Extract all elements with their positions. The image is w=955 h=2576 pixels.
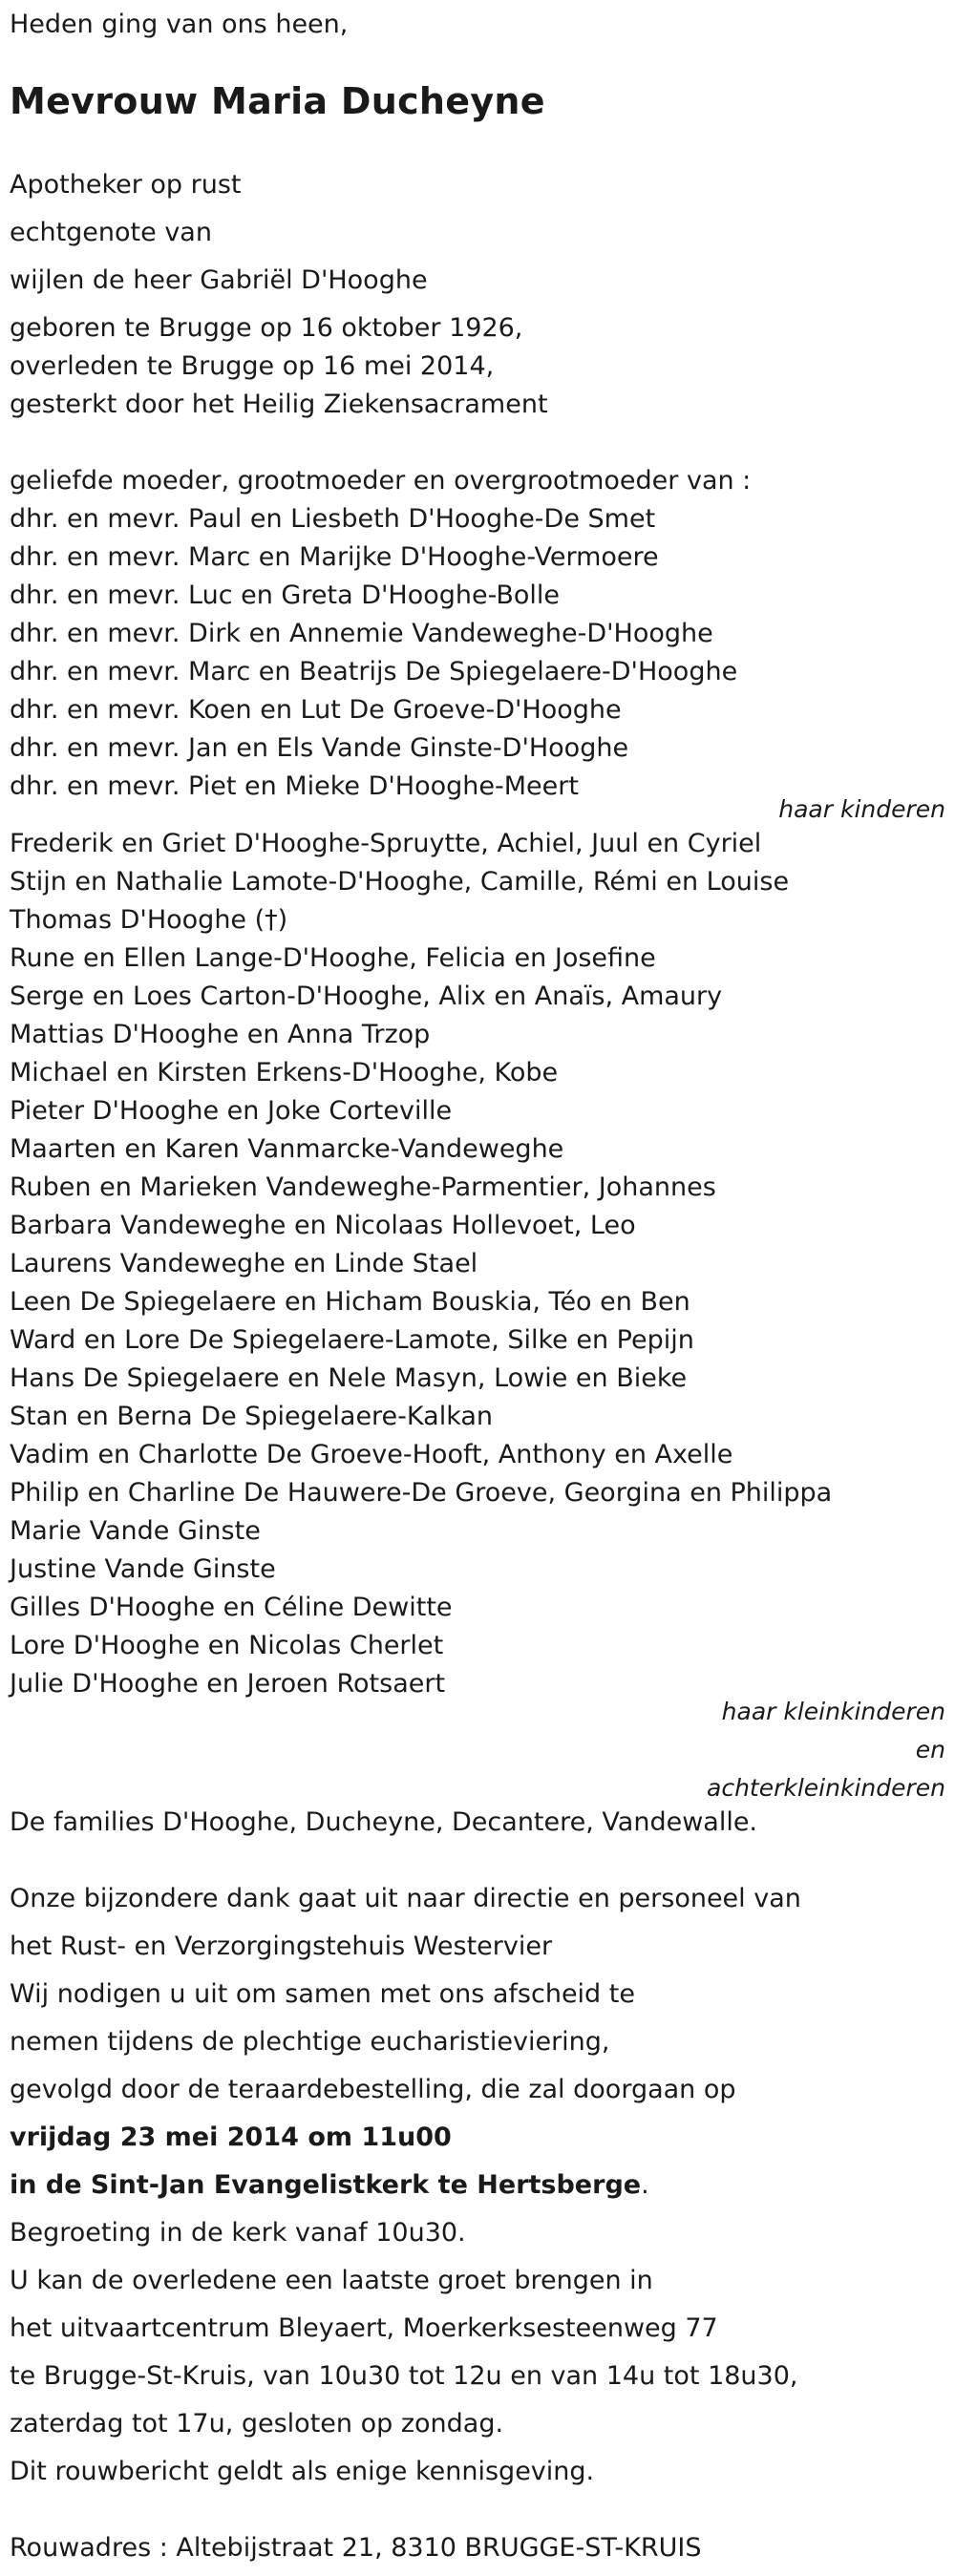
thanks-line: het Rust- en Verzorgingstehuis Westervier bbox=[10, 1932, 553, 1961]
closing-line: te Brugge-St-Kruis, van 10u30 tot 12u en van 14u tot 18u30, bbox=[10, 2361, 798, 2391]
grandchild-line: Michael en Kirsten Erkens-D'Hooghe, Kobe bbox=[10, 1058, 559, 1087]
grandchild-line: Stan en Berna De Spiegelaere-Kalkan bbox=[10, 1402, 494, 1431]
grandchild-line: Stijn en Nathalie Lamote-D'Hooghe, Camille, Rémi en Louise bbox=[10, 867, 790, 897]
grandchild-line: Pieter D'Hooghe en Joke Corteville bbox=[10, 1096, 453, 1126]
grandchild-line: Philip en Charline De Hauwere-De Groeve, Georgina en Philippa bbox=[10, 1478, 833, 1508]
child-line: dhr. en mevr. Marc en Marijke D'Hooghe-Vermoere bbox=[10, 542, 659, 572]
closing-line: Begroeting in de kerk vanaf 10u30. bbox=[10, 2218, 466, 2248]
thanks-line: Wij nodigen u uit om samen met ons afscheid te bbox=[10, 1979, 635, 2009]
grandchild-line: Lore D'Hooghe en Nicolas Cherlet bbox=[10, 1631, 444, 1660]
grandchild-line: Leen De Spiegelaere en Hicham Bouskia, Téo en Ben bbox=[10, 1287, 690, 1317]
thanks-line: gevolgd door de teraardebestelling, die zal doorgaan op bbox=[10, 2075, 736, 2104]
child-line: dhr. en mevr. Luc en Greta D'Hooghe-Bolle bbox=[10, 581, 561, 610]
address-line: Rouwadres : Altebijstraat 21, 8310 BRUGGE-ST-KRUIS bbox=[10, 2533, 702, 2563]
bio-line: Apotheker op rust bbox=[10, 170, 242, 200]
grandchild-line: Serge en Loes Carton-D'Hooghe, Alix en Anaïs, Amaury bbox=[10, 982, 723, 1011]
thanks-line: nemen tijdens de plechtige eucharistieviering, bbox=[10, 2027, 610, 2057]
child-line: dhr. en mevr. Paul en Liesbeth D'Hooghe-De Smet bbox=[10, 504, 656, 534]
deceased-name: Mevrouw Maria Ducheyne bbox=[10, 80, 545, 122]
grandchild-line: Hans De Spiegelaere en Nele Masyn, Lowie en Bieke bbox=[10, 1363, 688, 1393]
grandchild-line: Gilles D'Hooghe en Céline Dewitte bbox=[10, 1593, 453, 1622]
child-line: dhr. en mevr. Jan en Els Vande Ginste-D'Hooghe bbox=[10, 733, 629, 763]
child-line: dhr. en mevr. Marc en Beatrijs De Spiegelaere-D'Hooghe bbox=[10, 657, 738, 686]
bio-line: geboren te Brugge op 16 oktober 1926, bbox=[10, 313, 523, 343]
grandchild-line: Justine Vande Ginste bbox=[10, 1554, 276, 1584]
bio-line: echtgenote van bbox=[10, 218, 212, 247]
child-line: dhr. en mevr. Dirk en Annemie Vandeweghe-D'Hooghe bbox=[10, 619, 713, 648]
families-line: De families D'Hooghe, Ducheyne, Decantere, Vandewalle. bbox=[10, 1807, 758, 1837]
children-label: haar kinderen bbox=[778, 795, 945, 823]
closing-line: Dit rouwbericht geldt als enige kennisgeving. bbox=[10, 2457, 595, 2486]
grandchildren-label: en bbox=[915, 1736, 945, 1763]
child-line: dhr. en mevr. Piet en Mieke D'Hooghe-Meert bbox=[10, 771, 579, 801]
grandchild-line: Rune en Ellen Lange-D'Hooghe, Felicia en Josefine bbox=[10, 943, 656, 973]
grandchild-line: Barbara Vandeweghe en Nicolaas Hollevoet, Leo bbox=[10, 1211, 636, 1240]
child-line: dhr. en mevr. Koen en Lut De Groeve-D'Hooghe bbox=[10, 695, 622, 725]
grandchild-line: Thomas D'Hooghe (†) bbox=[10, 905, 288, 935]
closing-line: zaterdag tot 17u, gesloten op zondag. bbox=[10, 2409, 504, 2439]
grandchild-line: Frederik en Griet D'Hooghe-Spruytte, Achiel, Juul en Cyriel bbox=[10, 829, 762, 858]
children-intro: geliefde moeder, grootmoeder en overgrootmoeder van : bbox=[10, 466, 752, 496]
grandchild-line: Maarten en Karen Vanmarcke-Vandeweghe bbox=[10, 1134, 564, 1164]
thanks-line: Onze bijzondere dank gaat uit naar directie en personeel van bbox=[10, 1884, 801, 1913]
grandchild-line: Laurens Vandeweghe en Linde Stael bbox=[10, 1249, 478, 1278]
grandchildren-label: haar kleinkinderen bbox=[721, 1698, 945, 1725]
grandchild-line: Marie Vande Ginste bbox=[10, 1516, 261, 1546]
grandchild-line: Ruben en Marieken Vandeweghe-Parmentier, Johannes bbox=[10, 1172, 716, 1202]
grandchild-line: Ward en Lore De Spiegelaere-Lamote, Silke en Pepijn bbox=[10, 1325, 694, 1355]
closing-line: U kan de overledene een laatste groet brengen in bbox=[10, 2266, 653, 2295]
bio-line: overleden te Brugge op 16 mei 2014, bbox=[10, 351, 495, 381]
ceremony-place-line bbox=[10, 2170, 649, 2201]
ceremony-place-period: . bbox=[641, 2170, 649, 2200]
grandchild-line: Mattias D'Hooghe en Anna Trzop bbox=[10, 1020, 431, 1049]
closing-line: het uitvaartcentrum Bleyaert, Moerkerksesteenweg 77 bbox=[10, 2313, 718, 2343]
grandchild-line: Julie D'Hooghe en Jeroen Rotsaert bbox=[10, 1669, 446, 1699]
intro-text: Heden ging van ons heen, bbox=[10, 10, 349, 39]
bio-line: wijlen de heer Gabriël D'Hooghe bbox=[10, 265, 428, 295]
bio-line: gesterkt door het Heilig Ziekensacrament bbox=[10, 390, 548, 419]
ceremony-date: vrijdag 23 mei 2014 om 11u00 bbox=[10, 2122, 452, 2152]
grandchild-line: Vadim en Charlotte De Groeve-Hooft, Anthony en Axelle bbox=[10, 1440, 733, 1469]
ceremony-place: in de Sint-Jan Evangelistkerk te Hertsberge bbox=[10, 2170, 642, 2200]
grandchildren-label: achterkleinkinderen bbox=[707, 1774, 945, 1802]
